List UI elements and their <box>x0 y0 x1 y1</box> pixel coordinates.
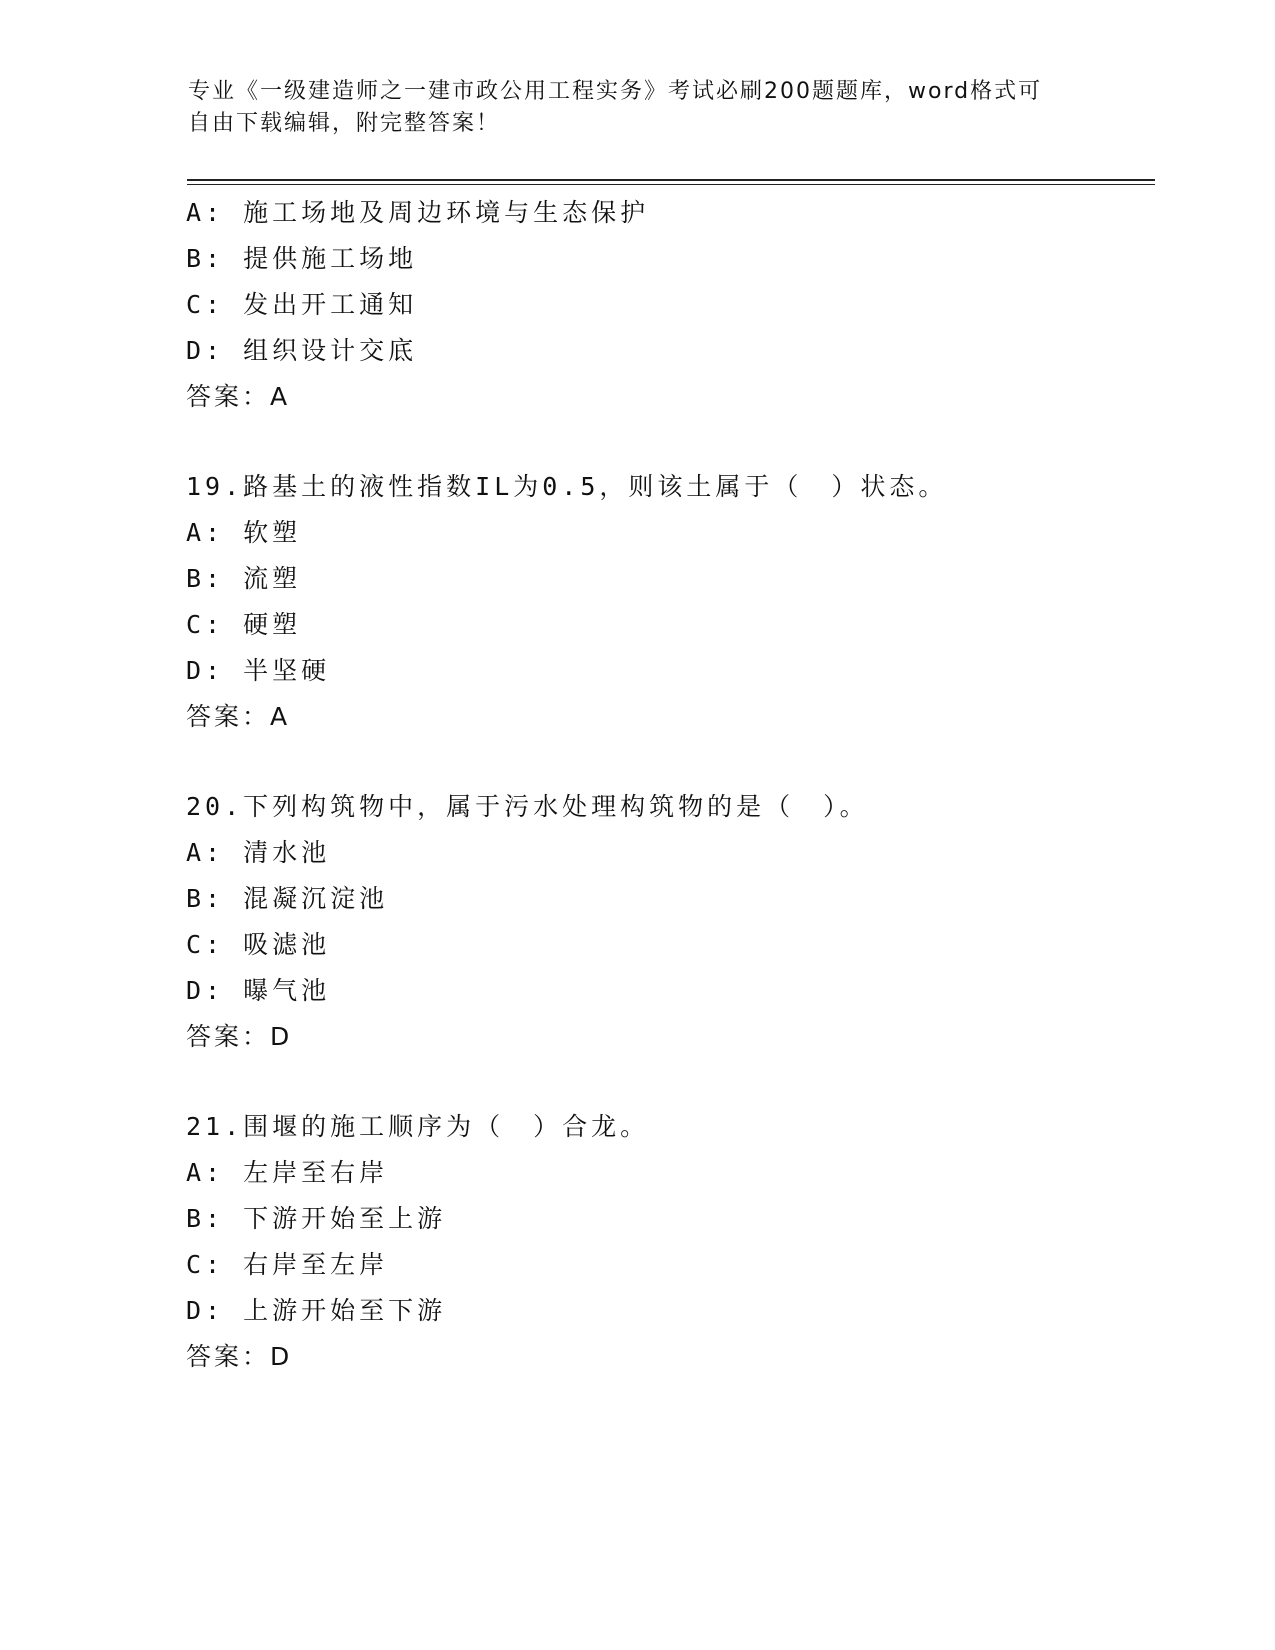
document-header <box>188 76 1088 140</box>
option-a: A: 施工场地及周边环境与生态保护 <box>186 198 650 227</box>
question-block-21 <box>186 1104 1146 1380</box>
option-d: D: 上游开始至下游 <box>186 1296 447 1325</box>
question-text: 20.下列构筑物中，属于污水处理构筑物的是（ ）。 <box>186 792 869 821</box>
header-line-2: 自由下载编辑，附完整答案！ <box>188 111 501 136</box>
option-b: B: 混凝沉淀池 <box>186 884 389 913</box>
answer-line: 答案：D <box>186 1342 293 1371</box>
question-block-20 <box>186 784 1146 1060</box>
option-c: C: 硬塑 <box>186 610 302 639</box>
header-rule-thick <box>187 179 1155 181</box>
question-text: 21.围堰的施工顺序为（ ）合龙。 <box>186 1112 650 1141</box>
option-d: D: 曝气池 <box>186 976 331 1005</box>
question-text: 19.路基土的液性指数IL为0.5，则该土属于（ ）状态。 <box>186 472 948 501</box>
option-b: B: 流塑 <box>186 564 302 593</box>
option-d: D: 组织设计交底 <box>186 336 418 365</box>
option-d: D: 半坚硬 <box>186 656 331 685</box>
option-b: B: 下游开始至上游 <box>186 1204 447 1233</box>
option-a: A: 软塑 <box>186 518 302 547</box>
answer-line: 答案：A <box>186 702 291 731</box>
header-rule-thin <box>187 184 1155 185</box>
answer-line: 答案：D <box>186 1022 293 1051</box>
option-c: C: 吸滤池 <box>186 930 331 959</box>
option-b: B: 提供施工场地 <box>186 244 418 273</box>
option-a: A: 左岸至右岸 <box>186 1158 389 1187</box>
question-block-19 <box>186 464 1146 740</box>
option-a: A: 清水池 <box>186 838 331 867</box>
option-c: C: 发出开工通知 <box>186 290 418 319</box>
option-c: C: 右岸至左岸 <box>186 1250 389 1279</box>
answer-line: 答案：A <box>186 382 291 411</box>
question-block-18 <box>186 190 1146 420</box>
question-list <box>186 190 1146 1380</box>
header-line-1: 专业《一级建造师之一建市政公用工程实务》考试必刷200题题库，word格式可 <box>188 79 1043 104</box>
